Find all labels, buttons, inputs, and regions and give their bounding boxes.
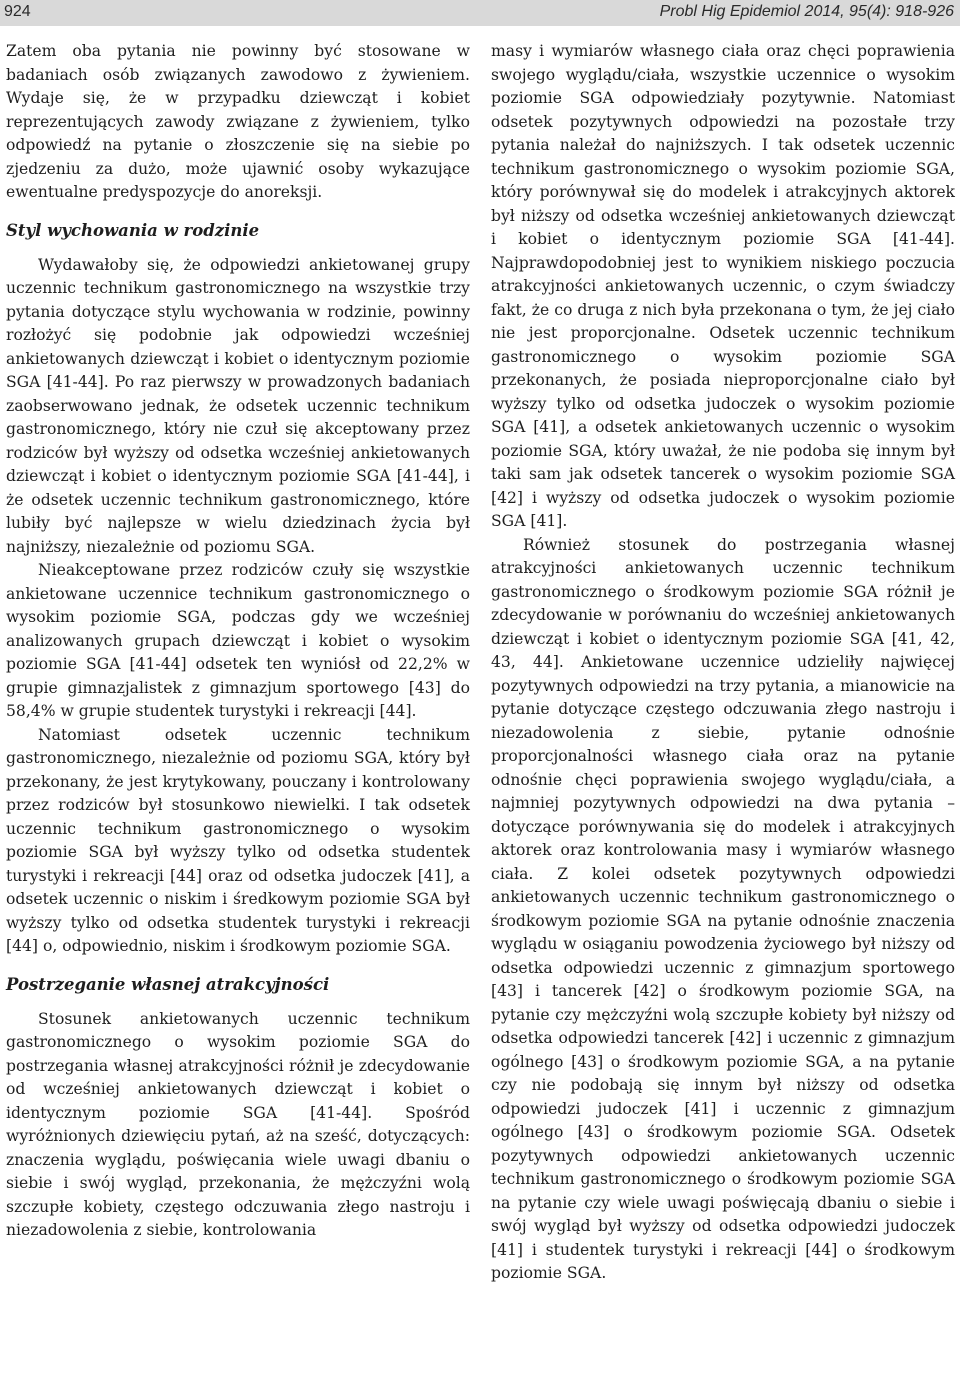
section-heading: Postrzeganie własnej atrakcyjności: [6, 974, 330, 994]
paragraph: Nieakceptowane przez rodziców czuły się wszystkie ankietowane uczennice technikum gastronomicznego o wysokim poziomie SGA, podczas gdy we wcześniej analizowanych grupach dziewcząt i kobiet o wysokim poziomie SGA [41-44] odsetek ten wyniósł od 22,2% w grupie gimnazjalistek z gimnazjum sportowego [43] do 58,4% w grupie studentek turystyki i rekreacji [44].: [6, 561, 470, 720]
paragraph: Również stosunek do postrzegania własnej atrakcyjności ankietowanych uczennic technikum gastronomicznego o środkowym poziomie SGA różnił je zdecydowanie w porównaniu do wcześniej ankietowanych dziewcząt i kobiet o identycznym poziomie SGA [41, 42, 43, 44]. Ankietowane uczennice udzieliły najwięcej pozytywnych odpowiedzi na trzy pytania, a mianowicie na pytanie dotyczące częstego odczuwania złego nastroju i niezadowolenia z siebie, pytanie odnośnie proporcjonalności własnego ciała oraz na pytanie odnośnie chęci poprawienia swojego wyglądu/ciała, a najmniej pozytywnych odpowiedzi na dwa pytania – dotyczące porównywania się do modelek i atrakcyjnych aktorek oraz kontrolowania masy i wymiarów własnego ciała. Z kolei odsetek pozytywnych odpowiedzi ankietowanych uczennic technikum gastronomicznego o środkowym poziomie SGA na pytanie odnośnie znaczenia wyglądu w osiąganiu powodzenia życiowego był niższy od odsetka odpowiedzi uczennic z gimnazjum sportowego [43] i tancerek [42] o środkowym poziomie SGA, na pytanie czy mężczyźni wolą szczupłe kobiety był niższy od odsetka odpowiedzi tancerek [42] i uczennic z gimnazjum ogólnego [43] o środkowym poziomie SGA, a na pytanie czy nie podobają się innym był niższy od odsetka odpowiedzi judoczek [41] i uczennic z gimnazjum ogólnego [43] o środkowym poziomie SGA. Odsetek pozytywnych odpowiedzi ankietowanych uczennic technikum gastronomicznego o środkowym poziomie SGA na pytanie czy wiele uwagi poświęcają dbaniu o siebie i swój wygląd był wyższy od odsetka odpowiedzi judoczek [41] i studentek turystyki i rekreacji [44] o środkowym poziomie SGA.: [491, 535, 955, 1282]
paragraph: Zatem oba pytania nie powinny być stosowane w badaniach osób związanych zawodowo z żywieniem. Wydaje się, że w przypadku dziewcząt i kobiet reprezentujących zawody związane z żywieniem, tylko odpowiedź na pytanie o złoszczenie się na siebie po zjedzeniu za dużo, może ujawnić osoby wykazujące ewentualne predyspozycje do anoreksji.: [6, 42, 470, 201]
left-column: [6, 40, 470, 1243]
right-column: [491, 40, 955, 1286]
paragraph: Natomiast odsetek uczennic technikum gastronomicznego, niezależnie od poziomu SGA, który był przekonany, że jest krytykowany, pouczany i kontrolowany przez rodziców był stosunkowo niewielki. I tak odsetek uczennic technikum gastronomicznego o wysokim poziomie SGA był wyższy tylko od odsetka studentek turystyki i rekreacji [44] oraz od odsetka judoczek [41], a odsetek uczennic o niskim i średkowym poziomie SGA był wyższy tylko od odsetka studentek turystyki i rekreacji [44] o, odpowiednio, niskim i środkowym poziomie SGA.: [6, 725, 470, 955]
paragraph: Wydawałoby się, że odpowiedzi ankietowanej grupy uczennic technikum gastronomicznego na wszystkie trzy pytania dotyczące stylu wychowania w rodzinie, powinny rozłożyć się podobnie jak odpowiedzi wcześniej ankietowanych dziewcząt i kobiet o identycznym poziomie SGA [41-44]. Po raz pierwszy w prowadzonych badaniach zaobserwowano jednak, że odsetek uczennic technikum gastronomicznego, który nie czuł się akceptowany przez rodziców był wyższy od odsetka wcześniej ankietowanych dziewcząt i kobiet o identycznym poziomie SGA [41-44], i że odsetek uczennic technikum gastronomicznego, które lubiły być najlepsze w wielu dziedzinach życia był najniższy, niezależnie od poziomu SGA.: [6, 255, 470, 556]
page-number: 924: [4, 3, 31, 20]
paragraph: Stosunek ankietowanych uczennic technikum gastronomicznego o wysokim poziomie SGA do postrzegania własnej atrakcyjności różnił je zdecydowanie od wcześniej ankietowanych dziewcząt i kobiet o identycznym poziomie SGA [41-44]. Spośród wyróżnionych dziewięciu pytań, aż na sześć, dotyczących: znaczenia wyglądu, poświęcania wiele uwagi dbaniu o siebie i swój wygląd, przekonania, że mężczyźni wolą szczupłe kobiety, częstego odczuwania złego nastroju i niezadowolenia z siebie, kontrolowania: [6, 1009, 470, 1239]
page-header: [0, 0, 960, 26]
paragraph: masy i wymiarów własnego ciała oraz chęci poprawienia swojego wyglądu/ciała, wszystkie uczennice o wysokim poziomie SGA odpowiedziały pozytywnie. Natomiast odsetek pozytywnych odpowiedzi na pozostałe trzy pytania należał do najniższych. I tak odsetek uczennic technikum gastronomicznego o wysokim poziomie SGA, który porównywał się do modelek i atrakcyjnych aktorek był niższy od odsetka wcześniej ankietowanych dziewcząt i kobiet o identycznym poziomie SGA [41-44]. Najprawdopodobniej jest to wynikiem niskiego poczucia atrakcyjności ankietowanych uczennic, o czym świadczy fakt, że co druga z nich była przekonana o tym, że jej ciało nie jest proporcjonalne. Odsetek uczennic technikum gastronomicznego o wysokim poziomie SGA przekonanych, że posiada nieproporcjonalne ciało był wyższy tylko od odsetka judoczek o wysokim poziomie SGA [41], a odsetek ankietowanych uczennic o wysokim poziomie SGA, który uważał, że nie podoba się innym był taki sam jak odsetek tancerek o wysokim poziomie SGA [42] i wyższy od odsetka judoczek o wysokim poziomie SGA [41].: [491, 42, 955, 530]
journal-reference: Probl Hig Epidemiol 2014, 95(4): 918-926: [659, 3, 954, 20]
section-heading: Styl wychowania w rodzinie: [6, 220, 260, 240]
